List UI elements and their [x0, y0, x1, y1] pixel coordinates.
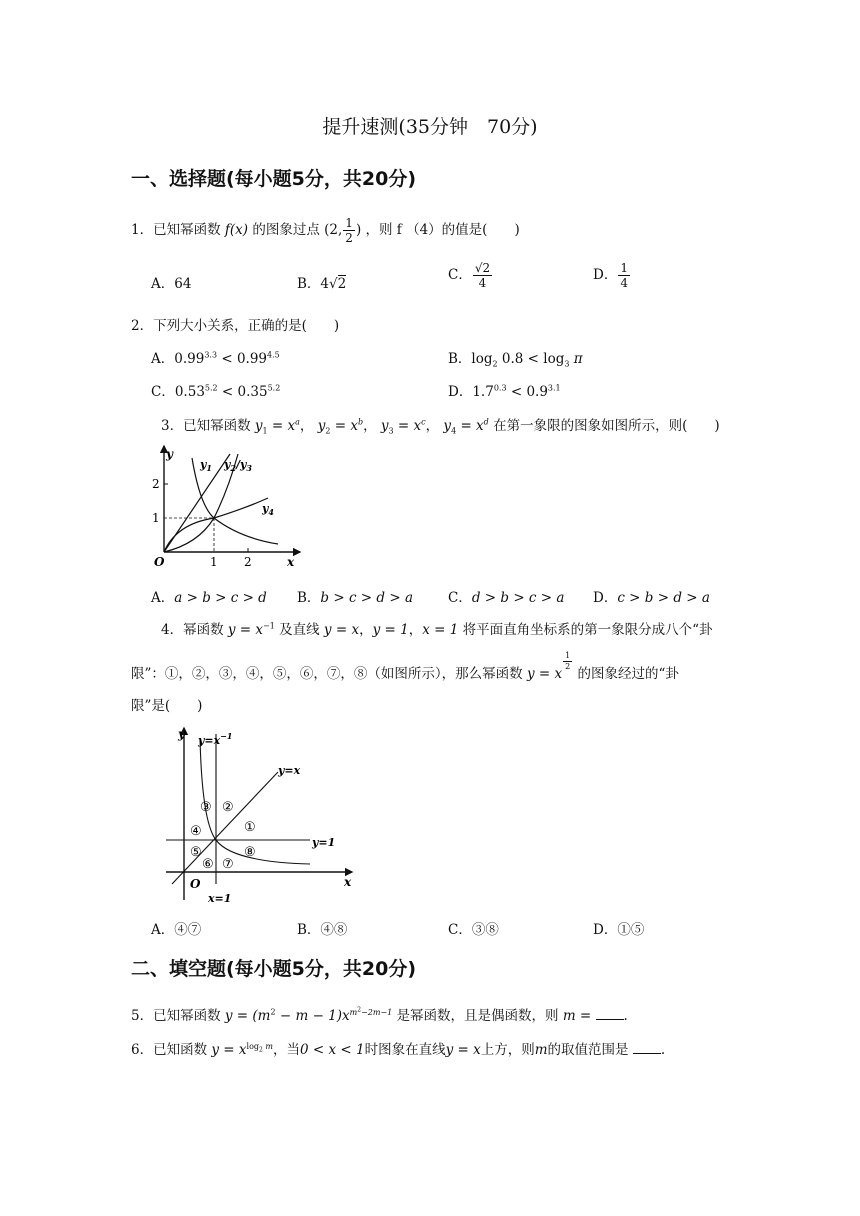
region-4: ④	[190, 824, 202, 839]
q2-option-d[interactable]: D．$1.7^{0.3} < 0.9^{3.1}$	[448, 383, 561, 400]
q4-gua-regions-graph	[160, 722, 360, 908]
page-title: 提升速测(35分钟 70分)	[322, 116, 538, 138]
question-1: 1．已知幂函数 f(x) 的图象过点 (2, $\frac{1}{2}$ ) ，则 f （4）的值是( )	[131, 216, 520, 245]
line-y1-label: y=1	[312, 836, 336, 849]
q3-option-b[interactable]: B．b > c > d > a	[297, 590, 413, 606]
q2-option-c[interactable]: C．$0.53^{5.2} < 0.35^{5.2}$	[151, 383, 281, 400]
q4-option-c[interactable]: C．③⑧	[448, 922, 499, 938]
region-8: ⑧	[244, 845, 256, 860]
region-7: ⑦	[222, 857, 234, 872]
origin-label: O	[190, 877, 201, 891]
q1-point-fraction: $\frac{1}{2}$	[345, 216, 353, 245]
q5-answer-blank[interactable]	[596, 1009, 624, 1020]
label-y2-y3: $y_2/y_3$	[224, 458, 252, 473]
region-2: ②	[222, 800, 234, 815]
question-2: 2．下列大小关系，正确的是( )	[131, 318, 340, 334]
origin-label: O	[154, 555, 165, 569]
curve-label: $y=x^{-1}$	[198, 731, 233, 747]
q4-option-a[interactable]: A．④⑦	[151, 922, 202, 938]
line-x1-label: x=1	[208, 892, 232, 905]
region-3: ③	[200, 800, 212, 815]
region-5: ⑤	[190, 845, 202, 860]
q1-option-d[interactable]: D． $\frac{1}{4}$	[593, 261, 628, 290]
q6-answer-blank[interactable]	[633, 1043, 661, 1054]
question-4-line-1: 4．幂函数 $y = x^{-1}$ 及直线 y = x，y = 1，x = 1 将平面直角坐标系的第一象限分成八个“卦	[161, 621, 713, 638]
section-heading-fill: 二、填空题(每小题5分，共20分)	[131, 958, 417, 980]
region-6: ⑥	[202, 857, 214, 872]
q3-power-function-graph	[150, 440, 310, 576]
sqrt-symbol: √	[329, 276, 338, 292]
tick-y-1: 1	[152, 511, 160, 525]
q4-option-d[interactable]: D．①⑤	[593, 922, 645, 938]
q3-option-d[interactable]: D．c > b > d > a	[593, 590, 710, 606]
q1-option-c[interactable]: C． $\frac{√2}{4}$	[448, 261, 491, 290]
curve-y4	[164, 498, 268, 552]
question-4-line-2: 限”：①，②，③，④，⑤，⑥，⑦，⑧（如图所示），那么幂函数 y = x $^{\frac{1}{2}}$ 的图象经过的“卦	[131, 651, 679, 683]
region-1: ①	[244, 820, 256, 835]
y-axis-label: y	[166, 447, 173, 461]
question-6: 6．已知函数 $y = x^{log_2 m}$，当0 < x < 1时图象在直线y = x上方，则m的取值范围是 .	[131, 1041, 666, 1058]
tick-x-2: 2	[244, 555, 252, 569]
question-4-line-3: 限”是( )	[131, 698, 203, 714]
line-yx-label: y=x	[278, 764, 301, 777]
y-axis-label: y	[178, 727, 185, 741]
q1-option-b[interactable]: B．4√2	[297, 276, 347, 292]
q3-option-c[interactable]: C．d > b > c > a	[448, 590, 565, 606]
tick-x-1: 1	[210, 555, 218, 569]
q2-option-a[interactable]: A．$0.99^{3.3} < 0.99^{4.5}$	[151, 350, 280, 367]
question-3: 3．已知幂函数 $y_1 = x^a$， $y_2 = x^b$， $y_3 = x^c$， $y_4 = x^d$ 在第一象限的图象如图所示，则( )	[161, 417, 720, 436]
q1-option-a[interactable]: A．64	[151, 276, 192, 292]
section-heading-choice: 一、选择题(每小题5分，共20分)	[131, 168, 417, 190]
x-axis-label: x	[344, 875, 352, 889]
label-y1: $y_1$	[200, 458, 212, 473]
q2-option-b[interactable]: B．$\log_2 0.8 < \log_3 \pi$	[448, 351, 583, 369]
x-axis-label: x	[287, 555, 295, 569]
q4-option-b[interactable]: B．④⑧	[297, 922, 348, 938]
label-y4: $y_4$	[262, 502, 274, 517]
question-5: 5．已知幂函数 $y = (m^2 - m - 1)x^{m^2-2m-1}$ 是幂函数，且是偶函数，则 m = .	[131, 1005, 628, 1024]
tick-y-2: 2	[152, 477, 160, 491]
q3-option-a[interactable]: A．a > b > c > d	[151, 590, 267, 606]
